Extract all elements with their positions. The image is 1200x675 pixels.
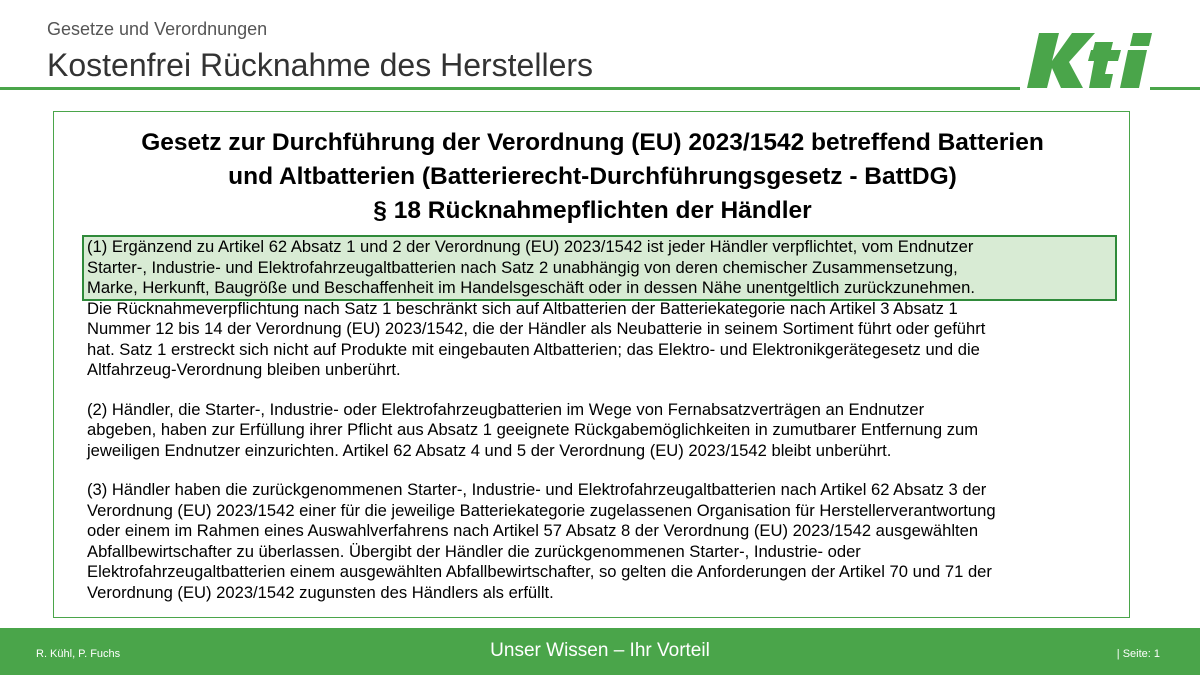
law-excerpt-panel <box>53 111 1130 618</box>
text-line: Abfallbewirtschafter zu überlassen. Übergibt der Händler die zurückgenommenen Starter-, Industrie- oder <box>87 541 861 561</box>
law-heading <box>54 126 1131 228</box>
text-line: Nummer 12 bis 14 der Verordnung (EU) 2023/1542, die der Händler als Neubatterie in seinem Sortiment führt oder geführt <box>87 319 986 338</box>
text-line: Starter-, Industrie- und Elektrofahrzeugaltbatterien nach Satz 2 unabhängig von deren chemischer Zusammensetzung, <box>87 257 958 277</box>
header-divider <box>0 87 1020 90</box>
law-body <box>87 237 1112 622</box>
paragraph-1 <box>87 237 1112 381</box>
section-kicker: Gesetze und Verordnungen <box>47 19 268 39</box>
page-title: Kostenfrei Rücknahme des Herstellers <box>47 47 594 83</box>
kti-logo <box>1025 28 1160 93</box>
footer-authors: R. Kühl, P. Fuchs <box>36 648 121 660</box>
footer-motto: Unser Wissen – Ihr Vorteil <box>490 640 710 661</box>
text-line: jeweiligen Endnutzer einzurichten. Artikel 62 Absatz 4 und 5 der Verordnung (EU) 2023/1542 bleibt unberührt. <box>87 440 892 460</box>
text-line: Die Rücknahmeverpflichtung nach Satz 1 beschränkt sich auf Altbatterien der Batteriekategorie nach Artikel 3 Absatz 1 <box>87 298 958 318</box>
text-line: Elektrofahrzeugaltbatterien einem ausgewählten Abfallbewirtschafter, so gelten die Anforderungen der Artikel 70 und 71 der <box>87 562 992 581</box>
text-line: abgeben, haben zur Erfüllung ihrer Pflicht aus Absatz 1 geeignete Rückgabemöglichkeiten in zumutbarer Entfernung zum <box>87 420 979 439</box>
paragraph-3 <box>87 480 1112 603</box>
text-line: Verordnung (EU) 2023/1542 zugunsten des Händlers als erfüllt. <box>87 582 554 602</box>
text-line: Marke, Herkunft, Baugröße und Beschaffenheit im Handelsgeschäft oder in dessen Nähe unentgeltlich zurückzunehmen. <box>87 278 975 297</box>
text-line: oder einem im Rahmen eines Auswahlverfahrens nach Artikel 57 Absatz 8 der Verordnung (EU) 2023/1542 ausgewählten <box>87 521 979 540</box>
text-line: (3) Händler haben die zurückgenommenen Starter-, Industrie- und Elektrofahrzeugaltbatterien nach Artikel 62 Absatz 3 der <box>87 480 987 499</box>
text-line: Altfahrzeug-Verordnung bleiben unberührt. <box>87 360 401 379</box>
highlighted-passage <box>84 237 1115 299</box>
footer-bar <box>0 628 1200 675</box>
text-line: (2) Händler, die Starter-, Industrie- oder Elektrofahrzeugbatterien im Wege von Fernabsatzverträgen an Endnutzer <box>87 399 925 419</box>
paragraph-2 <box>87 400 1112 462</box>
text-line: (1) Ergänzend zu Artikel 62 Absatz 1 und 2 der Verordnung (EU) 2023/1542 ist jeder Händler verpflichtet, vom Endnutzer <box>87 237 974 256</box>
law-heading-line: § 18 Rücknahmepflichten der Händler <box>373 197 812 224</box>
law-heading-line: und Altbatterien (Batterierecht-Durchführungsgesetz - BattDG) <box>228 163 957 190</box>
law-heading-line: Gesetz zur Durchführung der Verordnung (EU) 2023/1542 betreffend Batterien <box>141 129 1044 156</box>
text-line: hat. Satz 1 erstreckt sich nicht auf Produkte mit eingebauten Altbatterien; das Elektro- und Elektronikgerätegesetz und die <box>87 339 980 359</box>
text-line: Verordnung (EU) 2023/1542 einer für die jeweilige Batteriekategorie zugelassenen Organisation für Herstellerverantwortung <box>87 500 996 520</box>
page-number: | Seite: 1 <box>1116 648 1160 660</box>
